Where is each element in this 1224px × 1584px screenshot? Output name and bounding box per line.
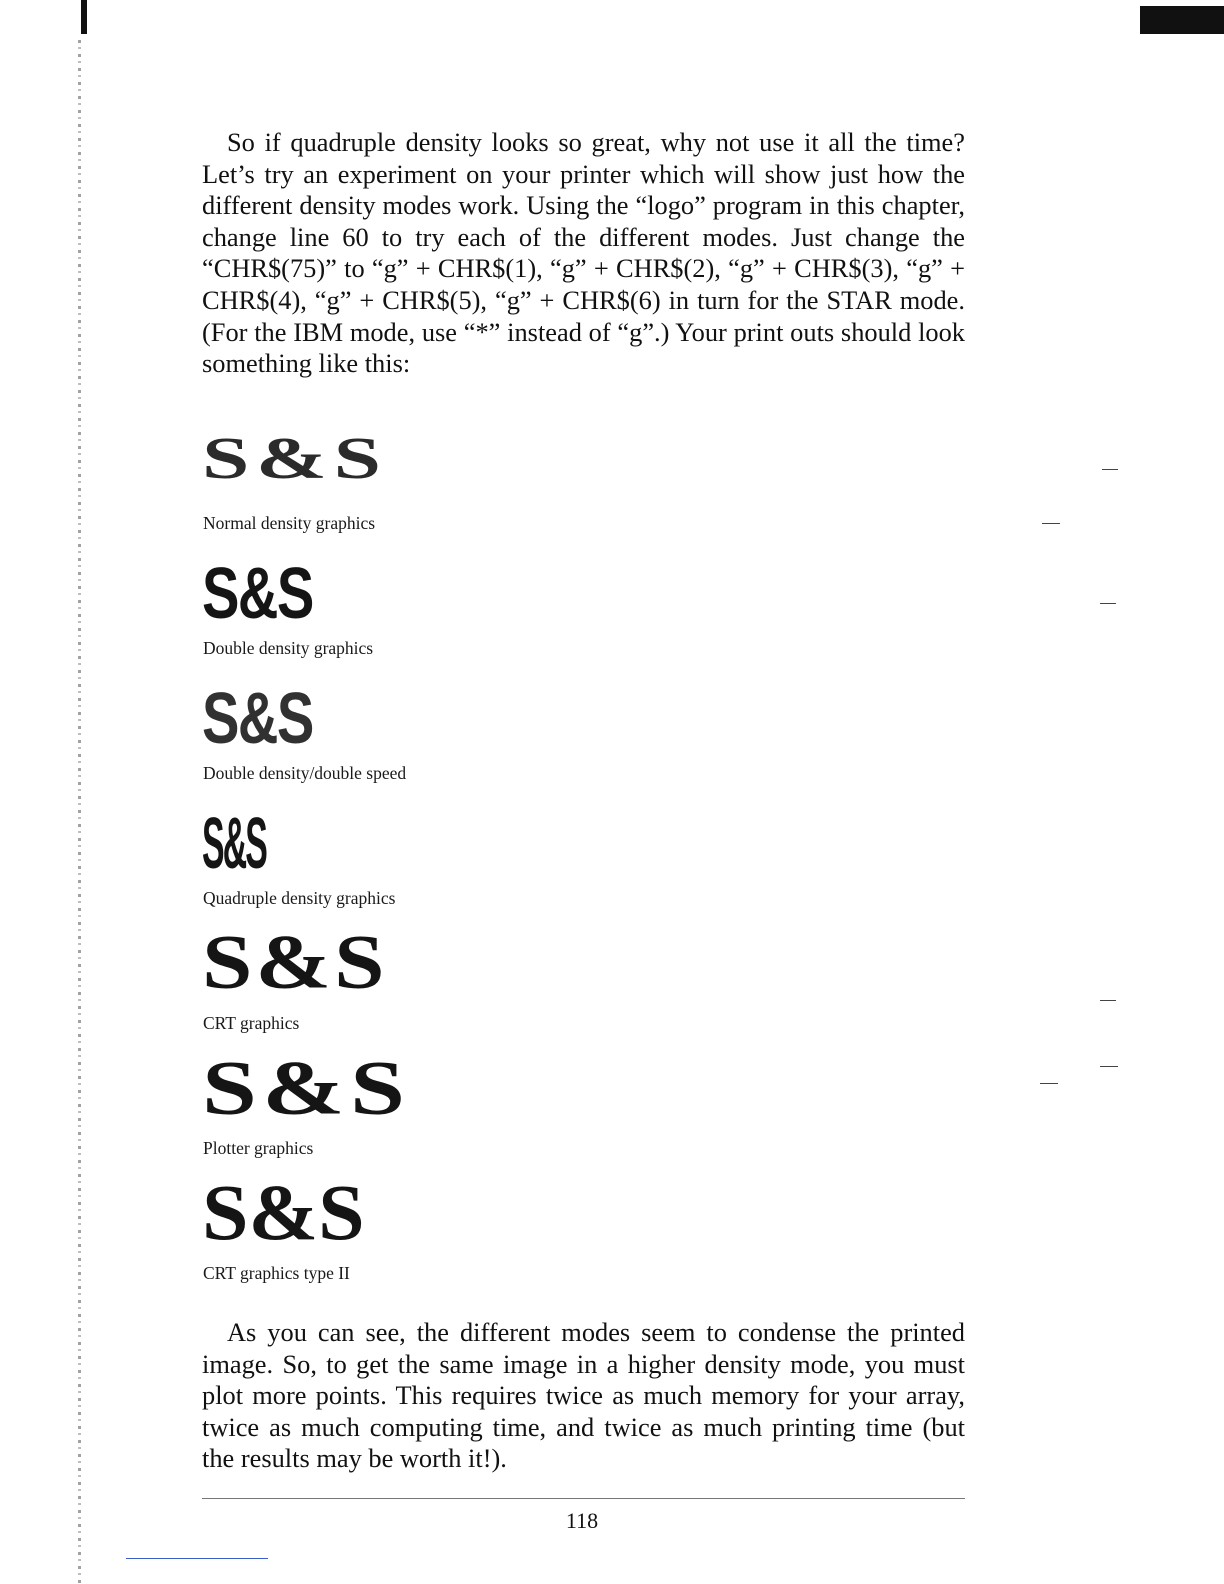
caption-crt-graphics-type-ii: CRT graphics type II — [203, 1263, 350, 1283]
logo-normal-density: S&S — [202, 425, 388, 492]
logo-quadruple-density: S&S — [202, 804, 266, 884]
caption-quadruple-density: Quadruple density graphics — [203, 888, 396, 908]
caption-double-density: Double density graphics — [203, 638, 374, 658]
intro-paragraph: So if quadruple density looks so great, why not use it all the time? Let’s try an experiment on your printer which will show just how the different density modes work. Using the “logo” program in this chapter, change line 60 to try each of the different modes. Just change the “CHR$(75)” to “g” + CHR$(1), “g” + CHR$(2), “g” + CHR$(3), “g” + CHR$(4), “g” + CHR$(5), “g” + CHR$(6) in turn for the STAR mode. (For the IBM mode, use “*” instead of “g”.) Your print outs should look something like this: — [202, 127, 965, 379]
scan-speck — [1100, 603, 1116, 604]
scan-speck — [1102, 469, 1118, 470]
logo-crt-graphics: S&S — [202, 919, 388, 1006]
caption-crt-graphics: CRT graphics — [203, 1013, 300, 1033]
page-number: 118 — [565, 1508, 599, 1533]
scan-underline — [126, 1558, 268, 1559]
footer-divider — [202, 1498, 965, 1499]
scan-speck — [1040, 1083, 1058, 1084]
scan-speck — [1042, 523, 1060, 524]
caption-plotter-graphics: Plotter graphics — [203, 1138, 314, 1158]
scan-mark-top-right — [1140, 6, 1224, 34]
scan-mark-top-left — [81, 0, 87, 34]
scan-speck — [1100, 1066, 1118, 1067]
logo-plotter-graphics: S&S — [202, 1045, 411, 1132]
caption-normal-density: Normal density graphics — [203, 513, 376, 533]
conclusion-paragraph: As you can see, the different modes seem to condense the printed image. So, to get the same image in a higher density mode, you must plot more points. This requires twice as much memory for your array, twice as much computing time, and twice as much printing time (but the results may be worth it!). — [202, 1317, 965, 1474]
scan-left-edge — [78, 40, 81, 1584]
logo-double-density: S&S — [202, 554, 313, 634]
scan-speck — [1100, 1000, 1116, 1001]
logo-double-density-double-speed: S&S — [202, 679, 313, 759]
caption-double-density-double-speed: Double density/double speed — [203, 763, 407, 783]
logo-crt-graphics-type-ii: S&S — [202, 1169, 365, 1258]
